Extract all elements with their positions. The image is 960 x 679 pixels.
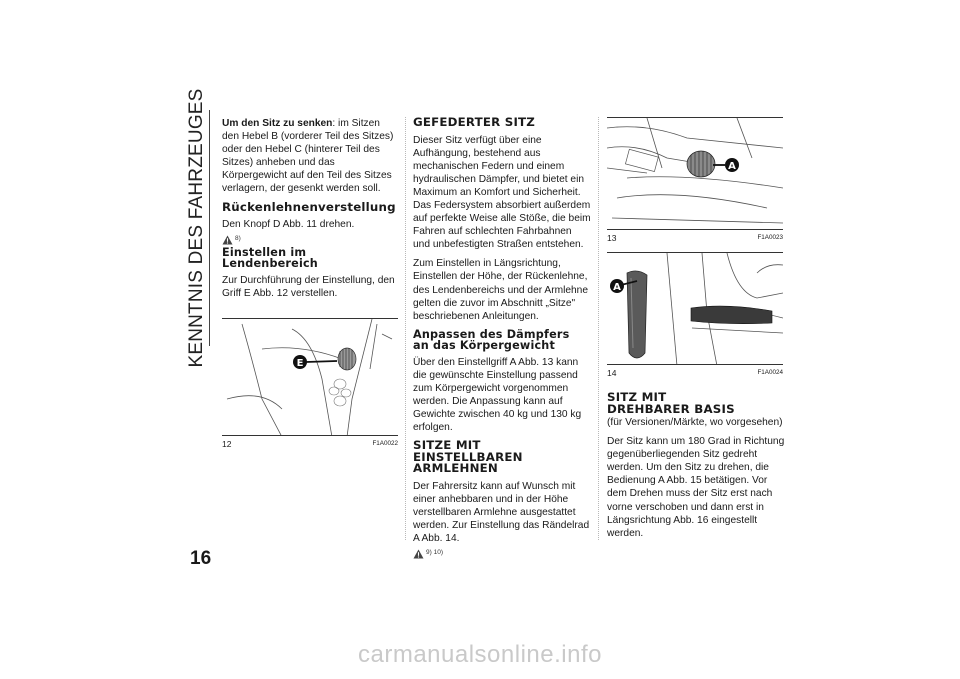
- seat-damper-illustration: [607, 118, 783, 230]
- lead-text: Um den Sitz zu senken: [222, 118, 333, 129]
- paragraph-text: : im Sitzen den Hebel B (vorderer Teil des Sitzes) oder den Hebel C (hinterer Teil des Sitzes) anheben und das Körpergewicht auf den Teil des Sitzes verlagern, der gesenkt werden soll.: [222, 118, 394, 195]
- figure-number: 14: [607, 368, 617, 378]
- column-1: [222, 117, 398, 306]
- figure-number: 12: [222, 439, 232, 449]
- figure-code: F1A0024: [757, 369, 783, 376]
- warning-ref: [222, 231, 398, 245]
- figure-12-image: [222, 318, 398, 436]
- heading-lumbar: Einstellen im Lendenbereich: [222, 246, 318, 271]
- seat-lumbar-illustration: [222, 319, 398, 436]
- callout-a: A: [613, 282, 621, 293]
- chapter-title-text: KENNTNIS DES FAHRZEUGES: [186, 87, 207, 368]
- warning-ref-text: 8): [235, 235, 241, 243]
- warning-triangle-icon: [413, 549, 424, 559]
- seat-armrest-illustration: [607, 253, 783, 365]
- heading-backrest: Rückenlehnenverstellung: [222, 199, 396, 214]
- paragraph-suspended-1: Dieser Sitz verfügt über eine Aufhängung, bestehend aus mechanischen Federn und einem hydraulischen Dämpfer, und bietet ein Maximum an Komfort und Sicherheit. Das Federsystem absorbiert außerdem auf perfekte Weise alle Stöße, die beim Fahren auf schlechten Fahrbahnen und unbefestigten Straßen entstehen.: [413, 134, 591, 251]
- heading-armrests: SITZE MIT EINSTELLBAREN ARMLEHNEN: [413, 438, 523, 476]
- figure-14: [607, 252, 783, 378]
- figure-number: 13: [607, 233, 617, 243]
- figure-13-image: [607, 117, 783, 230]
- column-2: [413, 117, 591, 561]
- column-divider: [405, 117, 406, 540]
- paragraph-lumbar: Zur Durchführung der Einstellung, den Griff E Abb. 12 verstellen.: [222, 275, 395, 300]
- figure-12: [222, 318, 398, 449]
- heading-damper: Anpassen des Dämpfers an das Körpergewicht: [413, 327, 570, 352]
- page-number: 16: [190, 548, 212, 569]
- callout-e: E: [296, 358, 304, 369]
- column-3: [607, 392, 785, 546]
- chapter-side-title: [182, 87, 212, 368]
- warning-ref: [413, 545, 591, 559]
- callout-a: A: [728, 161, 736, 172]
- column-divider: [598, 117, 599, 540]
- paragraph-armrests: Der Fahrersitz kann auf Wunsch mit einer anhebbaren und in der Höhe verstellbaren Armlehne ausgestattet werden. Zur Einstellung das Rändelrad A Abb. 14.: [413, 480, 590, 545]
- heading-swivel-seat: SITZ MIT DREHBARER BASIS: [607, 390, 735, 416]
- warning-triangle-icon: [222, 235, 233, 245]
- paragraph-suspended-2: Zum Einstellen in Längsrichtung, Einstellen der Höhe, der Rückenlehne, des Lendenbereichs und der Armlehne gelten die zuvor im Abschnitt „Sitze" beschriebenen Anleitungen.: [413, 258, 589, 322]
- warning-ref-text: 9) 10): [426, 549, 443, 557]
- paragraph-swivel: Der Sitz kann um 180 Grad in Richtung gegenüberliegenden Sitz gedreht werden. Um den Sitz zu drehen, die Bedienung A Abb. 15 betätigen. Vor dem Drehen muss der Sitz erst nach vorne verschoben und dann erst in Längsrichtung Abb. 16 eingestellt werden.: [607, 436, 785, 539]
- side-divider: [209, 110, 210, 346]
- figure-14-image: [607, 252, 783, 365]
- paragraph-swivel-sub: (für Versionen/Märkte, wo vorgesehen): [607, 417, 783, 428]
- figure-code: F1A0023: [757, 234, 783, 241]
- figure-code: F1A0022: [372, 440, 398, 447]
- paragraph-backrest: Den Knopf D Abb. 11 drehen.: [222, 219, 355, 231]
- heading-suspended-seat: GEFEDERTER SITZ: [413, 115, 536, 129]
- watermark: carmanualsonline.info: [358, 641, 602, 668]
- paragraph-damper: Über den Einstellgriff A Abb. 13 kann die gewünschte Einstellung passend zum Körpergewicht vorgenommen werden. Die Anpassung kann auf Gewichte zwischen 40 kg und 130 kg erfolgen.: [413, 356, 582, 434]
- figure-13: [607, 117, 783, 243]
- paragraph-lower-seat: [222, 117, 398, 196]
